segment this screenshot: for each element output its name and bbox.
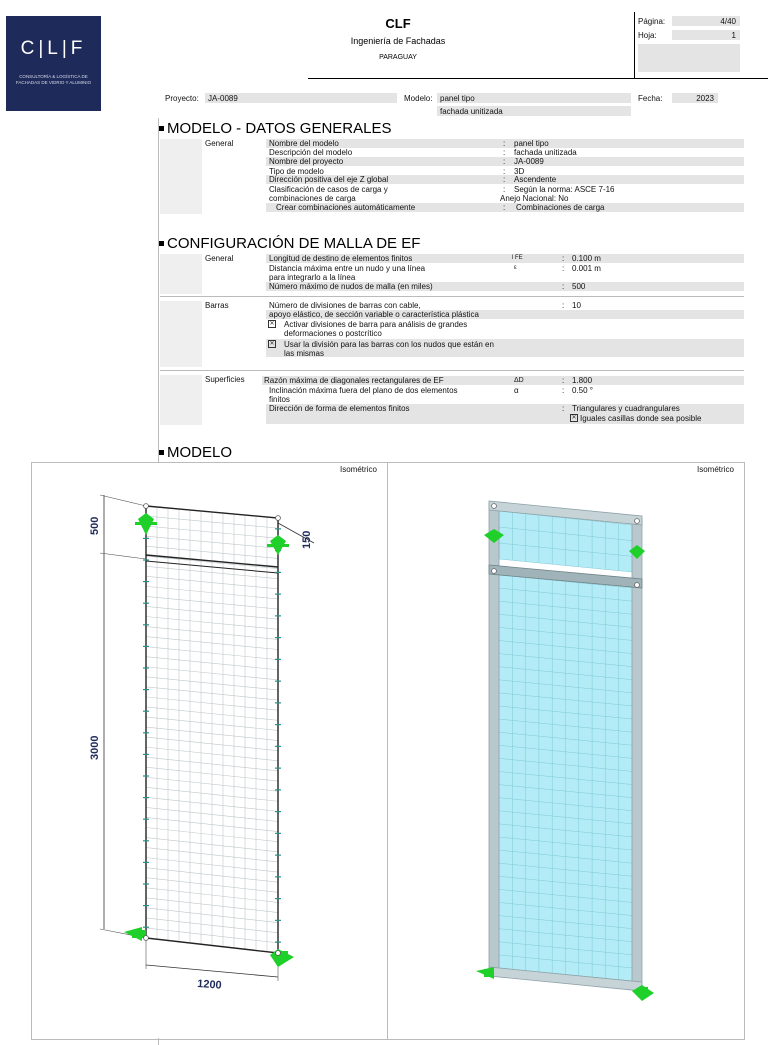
section1-group-cell bbox=[160, 139, 202, 214]
s1-value: Combinaciones de carga bbox=[516, 203, 605, 212]
s1-label: Crear combinaciones automáticamente bbox=[276, 203, 416, 212]
header-divider-h bbox=[308, 78, 768, 79]
s1-label: Clasificación de casos de carga y bbox=[269, 185, 388, 194]
sup-direccion-label: Dirección de forma de elementos finitos bbox=[269, 404, 410, 413]
dim-ext bbox=[100, 553, 146, 559]
s1-sep: : bbox=[503, 175, 506, 184]
s1-sep: : bbox=[503, 148, 506, 157]
pagina-value: 4/40 bbox=[720, 17, 736, 26]
wireframe-mesh-view bbox=[32, 475, 387, 1037]
s2-label: Longitud de destino de elementos finitos bbox=[269, 254, 413, 263]
s1-sep: : bbox=[503, 157, 506, 166]
s1-label: Nombre del modelo bbox=[269, 139, 339, 148]
dim-label-top: 500 bbox=[89, 516, 101, 535]
s2-general-label: General bbox=[205, 254, 234, 263]
checkbox-division-label: Usar la división para las barras con los nudos que están en bbox=[284, 340, 494, 349]
view-right-label: Isométrico bbox=[697, 465, 734, 474]
s2-divider bbox=[160, 296, 744, 297]
checkbox-division-label-2: las mismas bbox=[284, 349, 325, 358]
node-marker bbox=[144, 936, 149, 941]
s2-label-2: para integrarlo a la línea bbox=[269, 273, 356, 282]
checkbox-iguales-casillas[interactable]: ✕ bbox=[571, 415, 577, 421]
s2-sup-group-cell bbox=[160, 375, 202, 425]
section1-title: MODELO - DATOS GENERALES bbox=[167, 120, 392, 137]
section3-bullet bbox=[159, 450, 164, 455]
dim-line-width bbox=[146, 965, 278, 977]
s1-label: Descripción del modelo bbox=[269, 148, 353, 157]
section1-bullet bbox=[159, 126, 164, 131]
s1-sep: : bbox=[503, 203, 506, 212]
s1-value: 3D bbox=[514, 167, 525, 176]
checkbox-grandes-deformaciones[interactable]: ✕ bbox=[269, 321, 275, 327]
dim-label-width: 1200 bbox=[196, 978, 223, 992]
s1-value: panel tipo bbox=[514, 139, 549, 148]
s1-value-2: Anejo Nacional: No bbox=[500, 194, 569, 203]
logo-text: C|L|F bbox=[20, 38, 87, 59]
node-marker bbox=[492, 569, 497, 574]
barras-sep: : bbox=[562, 301, 565, 310]
node-marker bbox=[144, 504, 149, 509]
s1-value: JA-0089 bbox=[514, 157, 544, 166]
fecha-label: Fecha: bbox=[638, 94, 663, 103]
modelo-value: panel tipo bbox=[440, 94, 475, 103]
s2-value: 0.100 m bbox=[572, 254, 601, 263]
s2-sep: : bbox=[562, 254, 565, 263]
s2-value: 0.001 m bbox=[572, 264, 601, 273]
s2-sep: : bbox=[562, 282, 565, 291]
barras-divisiones-label: Número de divisiones de barras con cable, bbox=[269, 301, 421, 310]
sup-direccion-value-2: Iguales casillas donde sea posible bbox=[580, 414, 702, 423]
dim-label-side: 150 bbox=[301, 530, 313, 549]
node-marker bbox=[635, 583, 640, 588]
s1-label: Dirección positiva del eje Z global bbox=[269, 175, 389, 184]
barras-divisiones-label-2: apoyo elástico, de sección variable o característica plástica bbox=[269, 310, 479, 319]
logo-subtitle: CONSULTORÍA & LOGÍSTICA DE FACHADAS DE VIDRIO Y ALUMINIO bbox=[15, 74, 92, 85]
view-left-label: Isométrico bbox=[340, 465, 377, 474]
section1-group-label: General bbox=[205, 139, 234, 148]
s2-sup-label: Superficies bbox=[205, 375, 245, 384]
node-marker bbox=[276, 516, 281, 521]
sup-inclinacion-label-2: finitos bbox=[269, 395, 290, 404]
sup-razon-value: 1.800 bbox=[572, 376, 593, 385]
s2-divider bbox=[160, 370, 744, 371]
mesh-grid bbox=[146, 506, 278, 953]
node-marker bbox=[492, 504, 497, 509]
dim-label-main: 3000 bbox=[89, 735, 101, 760]
checkbox-division-nudos[interactable]: ✕ bbox=[269, 341, 275, 347]
section2-title: CONFIGURACIÓN DE MALLA DE EF bbox=[167, 235, 421, 252]
s1-value: fachada unitizada bbox=[514, 148, 577, 157]
s2-label: Distancia máxima entre un nudo y una línea bbox=[269, 264, 426, 273]
barras-divisiones-value: 10 bbox=[572, 301, 581, 310]
section3-title: MODELO bbox=[167, 444, 233, 461]
s1-sep: : bbox=[503, 167, 506, 176]
support-icon bbox=[267, 535, 289, 555]
sup-razon-label: Razón máxima de diagonales rectangulares de EF bbox=[264, 376, 444, 385]
s1-label-2: combinaciones de carga bbox=[269, 194, 356, 203]
s2-value: 500 bbox=[572, 282, 586, 291]
header-divider-v bbox=[634, 12, 635, 78]
s2-sep: : bbox=[562, 264, 565, 273]
rendered-model-view bbox=[388, 475, 742, 1037]
s2-symbol: l FE bbox=[512, 255, 523, 261]
fecha-value: 2023 bbox=[696, 94, 714, 103]
support-icon bbox=[476, 967, 494, 979]
s1-value: Según la norma: ASCE 7-16 bbox=[514, 185, 615, 194]
s1-label: Nombre del proyecto bbox=[269, 157, 344, 166]
company-subtitle: Ingeniería de Fachadas bbox=[350, 36, 446, 46]
node-marker bbox=[276, 951, 281, 956]
modelo-desc-value: fachada unitizada bbox=[440, 107, 503, 116]
hoja-value: 1 bbox=[731, 31, 736, 40]
modelo-label: Modelo: bbox=[404, 94, 433, 103]
hoja-label: Hoja: bbox=[638, 31, 657, 40]
pagina-label: Página: bbox=[638, 17, 666, 26]
support-icon bbox=[135, 513, 157, 535]
support-icon bbox=[124, 927, 146, 941]
sup-inclinacion-sep: : bbox=[562, 386, 565, 395]
company-name: CLF bbox=[385, 16, 411, 31]
header-blank-box bbox=[638, 44, 740, 72]
sup-razon-symbol: ΔD bbox=[514, 377, 524, 384]
s1-value: Ascendente bbox=[514, 175, 557, 184]
checkbox-grandes-label: Activar divisiones de barra para análisis de grandes bbox=[284, 320, 468, 329]
company-logo bbox=[6, 16, 101, 111]
sup-direccion-value: Triangulares y cuadrangulares bbox=[572, 404, 680, 413]
s1-sep: : bbox=[503, 185, 506, 194]
s2-general-group-cell bbox=[160, 254, 202, 294]
node-marker bbox=[635, 519, 640, 524]
dim-ext bbox=[100, 495, 146, 506]
proyecto-label: Proyecto: bbox=[165, 94, 199, 103]
s1-label: Tipo de modelo bbox=[269, 167, 324, 176]
left-margin-line bbox=[158, 118, 159, 463]
sup-inclinacion-value: 0.50 ° bbox=[572, 386, 593, 395]
s2-barras-label: Barras bbox=[205, 301, 229, 310]
sup-razon-sep: : bbox=[562, 376, 565, 385]
sup-inclinacion-label: Inclinación máxima fuera del plano de dos elementos bbox=[269, 386, 458, 395]
support-icon bbox=[270, 949, 294, 967]
sup-direccion-sep: : bbox=[562, 404, 565, 413]
s2-symbol: ε bbox=[514, 265, 517, 271]
frame-mullion-right bbox=[632, 518, 642, 987]
proyecto-value: JA-0089 bbox=[208, 94, 238, 103]
checkbox-grandes-label-2: deformaciones o postcrítico bbox=[284, 329, 382, 338]
s2-barras-group-cell bbox=[160, 301, 202, 367]
section2-bullet bbox=[159, 241, 164, 246]
company-country: PARAGUAY bbox=[379, 54, 417, 61]
s1-sep: : bbox=[503, 139, 506, 148]
s2-label: Número máximo de nudos de malla (en miles) bbox=[269, 282, 433, 291]
sup-inclinacion-symbol: α bbox=[514, 386, 519, 395]
